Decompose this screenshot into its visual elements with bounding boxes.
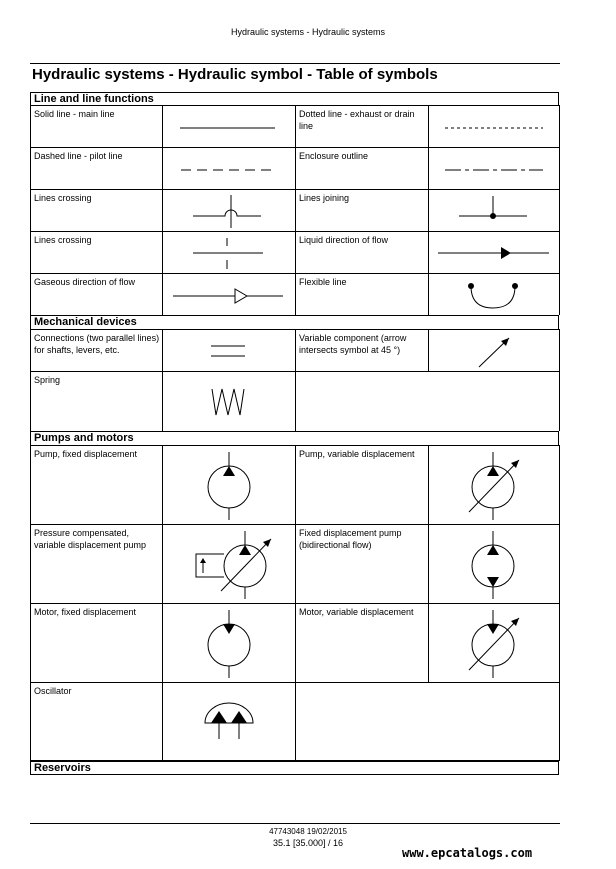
label-lines-crossing-2: Lines crossing	[34, 235, 92, 245]
footer-doc-id: 47743048 19/02/2015	[269, 827, 347, 836]
section-pumps: Pumps and motors	[30, 431, 559, 445]
table-row-crossing-joining	[30, 189, 560, 231]
label-connections: Connections (two parallel lines) for shafts, levers, etc.	[34, 333, 160, 355]
table-row-solid-dotted	[30, 105, 560, 147]
label-motor-fixed: Motor, fixed displacement	[34, 607, 137, 617]
section-mechanical: Mechanical devices	[30, 315, 559, 329]
table-row-crossing-liquid	[30, 231, 560, 273]
pump-variable-symbol	[429, 446, 561, 525]
section-lines: Line and line functions	[30, 92, 559, 106]
variable-arrow-symbol	[429, 330, 561, 372]
pressure-comp-pump-symbol	[163, 525, 297, 604]
lines-joining-symbol	[429, 190, 561, 232]
enclosure-symbol	[429, 148, 561, 190]
label-pressure-comp: Pressure compensated, variable displacement pump	[34, 528, 147, 550]
parallel-lines-symbol	[163, 330, 297, 372]
label-spring: Spring	[34, 375, 61, 385]
label-dashed-line: Dashed line - pilot line	[34, 151, 123, 161]
label-lines-joining: Lines joining	[299, 193, 350, 203]
label-pump-variable: Pump, variable displacement	[299, 449, 415, 459]
table-row-dashed-enclosure	[30, 147, 560, 189]
table-row-motors	[30, 603, 560, 682]
lines-crossing-gap-symbol	[163, 232, 297, 274]
flexible-line-symbol	[429, 274, 561, 316]
motor-fixed-symbol	[163, 604, 297, 683]
label-gaseous-flow: Gaseous direction of flow	[34, 277, 136, 287]
liquid-flow-symbol	[429, 232, 561, 274]
pump-bidirectional-symbol	[429, 525, 561, 604]
table-row-oscillator	[30, 682, 560, 761]
table-row-pumps-1	[30, 445, 560, 524]
table-row-spring	[30, 371, 560, 431]
label-liquid-flow: Liquid direction of flow	[299, 235, 389, 245]
spring-symbol	[163, 372, 297, 432]
label-fixed-bidir: Fixed displacement pump (bidirectional flow)	[299, 528, 402, 550]
label-pump-fixed: Pump, fixed displacement	[34, 449, 138, 459]
oscillator-symbol	[163, 683, 297, 762]
pump-fixed-symbol	[163, 446, 297, 525]
motor-variable-symbol	[429, 604, 561, 683]
label-enclosure: Enclosure outline	[299, 151, 369, 161]
footer-page-number: 35.1 [35.000] / 16	[272, 838, 344, 848]
solid-line-symbol	[163, 106, 297, 148]
label-lines-crossing-1: Lines crossing	[34, 193, 92, 203]
table-row-gaseous-flexible	[30, 273, 560, 315]
dotted-line-symbol	[429, 106, 561, 148]
title-rule	[30, 63, 560, 64]
table-row-connections-variable	[30, 329, 560, 371]
label-flexible-line: Flexible line	[299, 277, 347, 287]
running-head: Hydraulic systems - Hydraulic systems	[230, 27, 386, 37]
gaseous-flow-symbol	[163, 274, 297, 316]
section-reservoirs: Reservoirs	[30, 761, 559, 775]
watermark: www.epcatalogs.com	[402, 846, 533, 860]
label-variable-component: Variable component (arrow intersects symbol at 45 °)	[299, 333, 407, 355]
page-title: Hydraulic systems - Hydraulic symbol - Table of symbols	[32, 66, 438, 83]
dashed-line-symbol	[163, 148, 297, 190]
label-solid-line: Solid line - main line	[34, 109, 115, 119]
label-dotted-line: Dotted line - exhaust or drain line	[299, 109, 415, 131]
lines-crossing-hop-symbol	[163, 190, 297, 232]
label-motor-variable: Motor, variable displacement	[299, 607, 414, 617]
label-oscillator: Oscillator	[34, 686, 72, 696]
table-row-pumps-2	[30, 524, 560, 603]
footer-rule	[30, 823, 560, 824]
